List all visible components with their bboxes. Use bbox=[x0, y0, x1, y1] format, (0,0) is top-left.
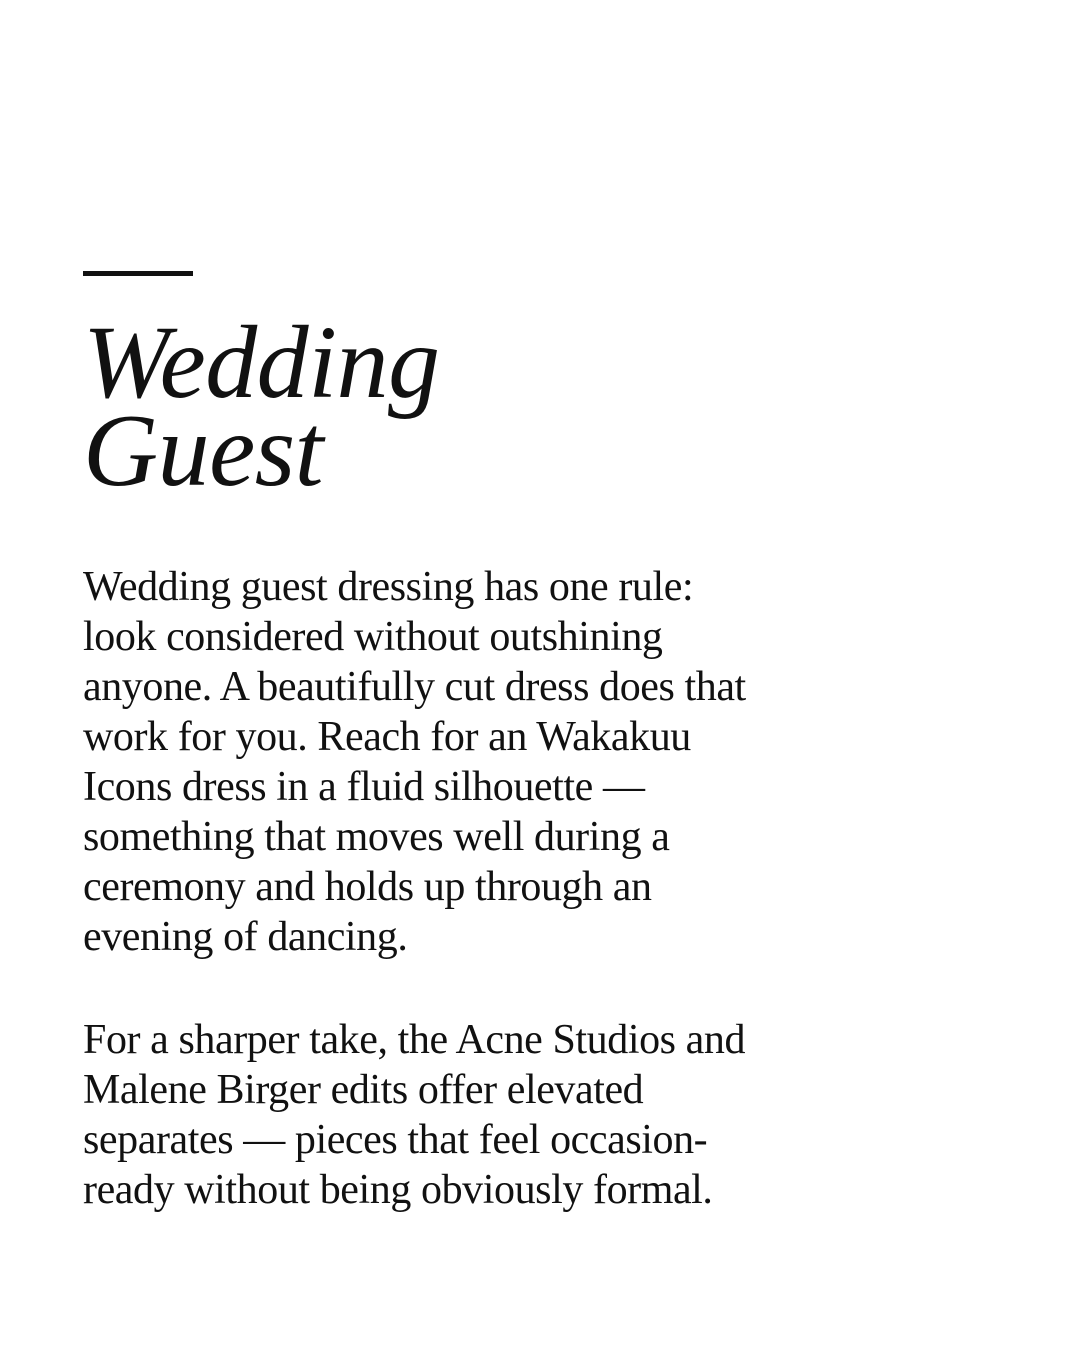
paragraph-line: something that moves well during a bbox=[83, 814, 670, 860]
title-line-1: Wedding bbox=[83, 305, 440, 420]
paragraph-line: Malene Birger edits offer elevated bbox=[83, 1067, 644, 1113]
page-title bbox=[83, 305, 1020, 508]
paragraph-line: Icons dress in a fluid silhouette — bbox=[83, 764, 645, 810]
paragraph-line: For a sharper take, the Acne Studios and bbox=[83, 1017, 746, 1063]
paragraph-line: evening of dancing. bbox=[83, 914, 408, 960]
body-copy bbox=[83, 562, 1020, 1215]
paragraph-line: work for you. Reach for an Wakakuu bbox=[83, 714, 691, 760]
title-line-2: Guest bbox=[83, 393, 324, 508]
paragraph-line: anyone. A beautifully cut dress does that bbox=[83, 664, 746, 710]
paragraph-line: ceremony and holds up through an bbox=[83, 864, 652, 910]
title-rule bbox=[83, 271, 193, 276]
body-paragraph-1 bbox=[83, 562, 1020, 962]
paragraph-line: separates — pieces that feel occasion- bbox=[83, 1117, 708, 1163]
paragraph-line: Wedding guest dressing has one rule: bbox=[83, 564, 694, 610]
body-paragraph-2 bbox=[83, 1015, 1020, 1215]
paragraph-line: look considered without outshining bbox=[83, 614, 663, 660]
paragraph-line: ready without being obviously formal. bbox=[83, 1167, 713, 1213]
